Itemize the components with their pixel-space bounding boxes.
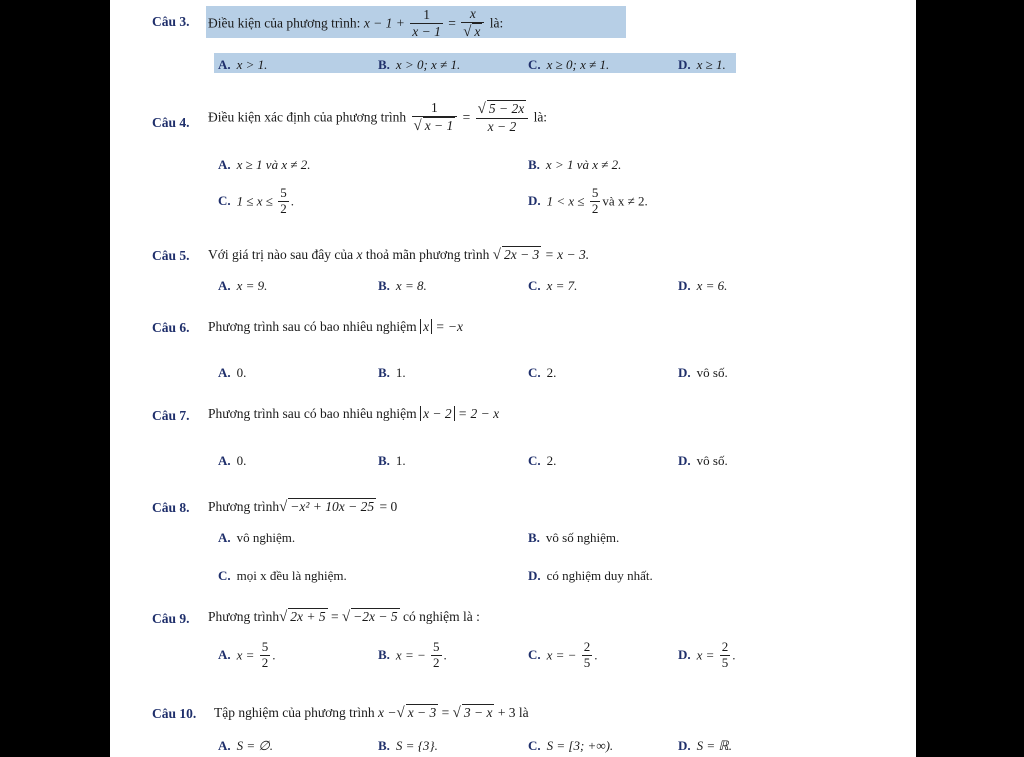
q10-option-a[interactable]: A. S = ∅. — [218, 738, 273, 753]
q6-option-c[interactable]: C. 2. — [528, 365, 557, 380]
question-3-equation — [110, 0, 111, 1]
question-3-prompt: Điều kiện của phương trình: — [208, 15, 361, 31]
q8-option-d[interactable]: D. có nghiệm duy nhất. — [528, 568, 653, 583]
question-5-number: Câu 5. — [152, 248, 190, 263]
q6-option-a[interactable]: A. 0. — [218, 365, 247, 380]
q5-option-b[interactable]: B. x = 8. — [378, 278, 427, 293]
q3-option-b[interactable]: B. x > 0; x ≠ 1. — [378, 57, 461, 72]
q5-option-d[interactable]: D. x = 6. — [678, 278, 728, 293]
question-6-number: Câu 6. — [152, 320, 190, 335]
question-10-text: Tập nghiệm của phương trình x −√ x − 3 = √ 3 − x + 3 là — [214, 705, 529, 721]
question-8-text: Phương trình√ −x² + 10x − 25 = 0 — [208, 499, 398, 515]
q5-option-c[interactable]: C. x = 7. — [528, 278, 578, 293]
q3-option-c[interactable]: C. x ≥ 0; x ≠ 1. — [528, 57, 610, 72]
highlight-q3-options — [214, 53, 736, 73]
question-3-text: Điều kiện của phương trình: x − 1 + $\frac{1}{x - 1}$ = $\frac{x}{√ x}$ là: — [208, 6, 504, 40]
q6-option-b[interactable]: B. 1. — [378, 365, 406, 380]
question-4-fraction-2: $\frac{√ 5 - 2x}{x - 2}$ — [476, 100, 529, 135]
question-4-text: Điều kiện xác định của phương trình $\frac{1}{√ x - 1}$ = $\frac{√ 5 - 2x}{x - 2}$ là: — [208, 100, 548, 135]
question-3-lhs: x − 1 + — [363, 15, 405, 31]
q7-option-a[interactable]: A. 0. — [218, 453, 247, 468]
q9-option-b[interactable]: B. x = − $\frac{5}{2}$ . — [378, 639, 447, 670]
question-8-number: Câu 8. — [152, 500, 190, 515]
document-page — [110, 0, 916, 757]
q7-option-d[interactable]: D. vô số. — [678, 453, 728, 468]
q10-option-b[interactable]: B. S = {3}. — [378, 738, 438, 753]
q3-option-a[interactable]: A. x > 1. — [218, 57, 268, 72]
q7-option-b[interactable]: B. 1. — [378, 453, 406, 468]
question-7-text: Phương trình sau có bao nhiêu nghiệm x − 2 = 2 − x — [208, 406, 500, 421]
question-7-number: Câu 7. — [152, 408, 190, 423]
q6-option-d[interactable]: D. vô số. — [678, 365, 728, 380]
question-3-fraction-1: $\frac{1}{x - 1}$ — [412, 7, 441, 39]
question-3-tail: là: — [489, 15, 504, 31]
q8-option-b[interactable]: B. vô số nghiệm. — [528, 530, 620, 545]
q4-option-a[interactable]: A. x ≥ 1 và x ≠ 2. — [218, 157, 311, 172]
question-5-text: Với giá trị nào sau đây của x thoả mãn phương trình √ 2x − 3 = x − 3. — [208, 247, 590, 263]
question-3-number: Câu 3. — [152, 14, 190, 29]
question-4-number: Câu 4. — [152, 115, 190, 130]
q3-option-d[interactable]: D. x ≥ 1. — [678, 57, 726, 72]
q9-option-c[interactable]: C. x = − $\frac{2}{5}$ . — [528, 639, 598, 670]
question-9-number: Câu 9. — [152, 611, 190, 626]
q7-option-c[interactable]: C. 2. — [528, 453, 557, 468]
q8-option-a[interactable]: A. vô nghiệm. — [218, 530, 296, 545]
question-9-text: Phương trình√ 2x + 5 = √ −2x − 5 có nghiệm là : — [208, 609, 480, 625]
question-6-text: Phương trình sau có bao nhiêu nghiệm x = −x — [208, 319, 464, 334]
q10-option-d[interactable]: D. S = ℝ. — [678, 738, 732, 753]
q4-option-c[interactable]: C. 1 ≤ x ≤ $\frac{5}{2}$ . — [218, 185, 294, 216]
q4-option-d[interactable]: D. 1 < x ≤ $\frac{5}{2}$ và x ≠ 2. — [528, 185, 648, 216]
question-4-fraction-1: $\frac{1}{√ x - 1}$ — [412, 100, 458, 135]
q8-option-c[interactable]: C. mọi x đều là nghiệm. — [218, 568, 347, 583]
q10-option-c[interactable]: C. S = [3; +∞). — [528, 738, 614, 753]
q9-option-d[interactable]: D. x = $\frac{2}{5}$ . — [678, 639, 736, 670]
q5-option-a[interactable]: A. x = 9. — [218, 278, 268, 293]
question-10-number: Câu 10. — [152, 706, 197, 721]
question-3-fraction-2: $\frac{x}{√ x}$ — [461, 6, 484, 41]
q9-option-a[interactable]: A. x = $\frac{5}{2}$ . — [218, 639, 276, 670]
q4-option-b[interactable]: B. x > 1 và x ≠ 2. — [528, 157, 622, 172]
